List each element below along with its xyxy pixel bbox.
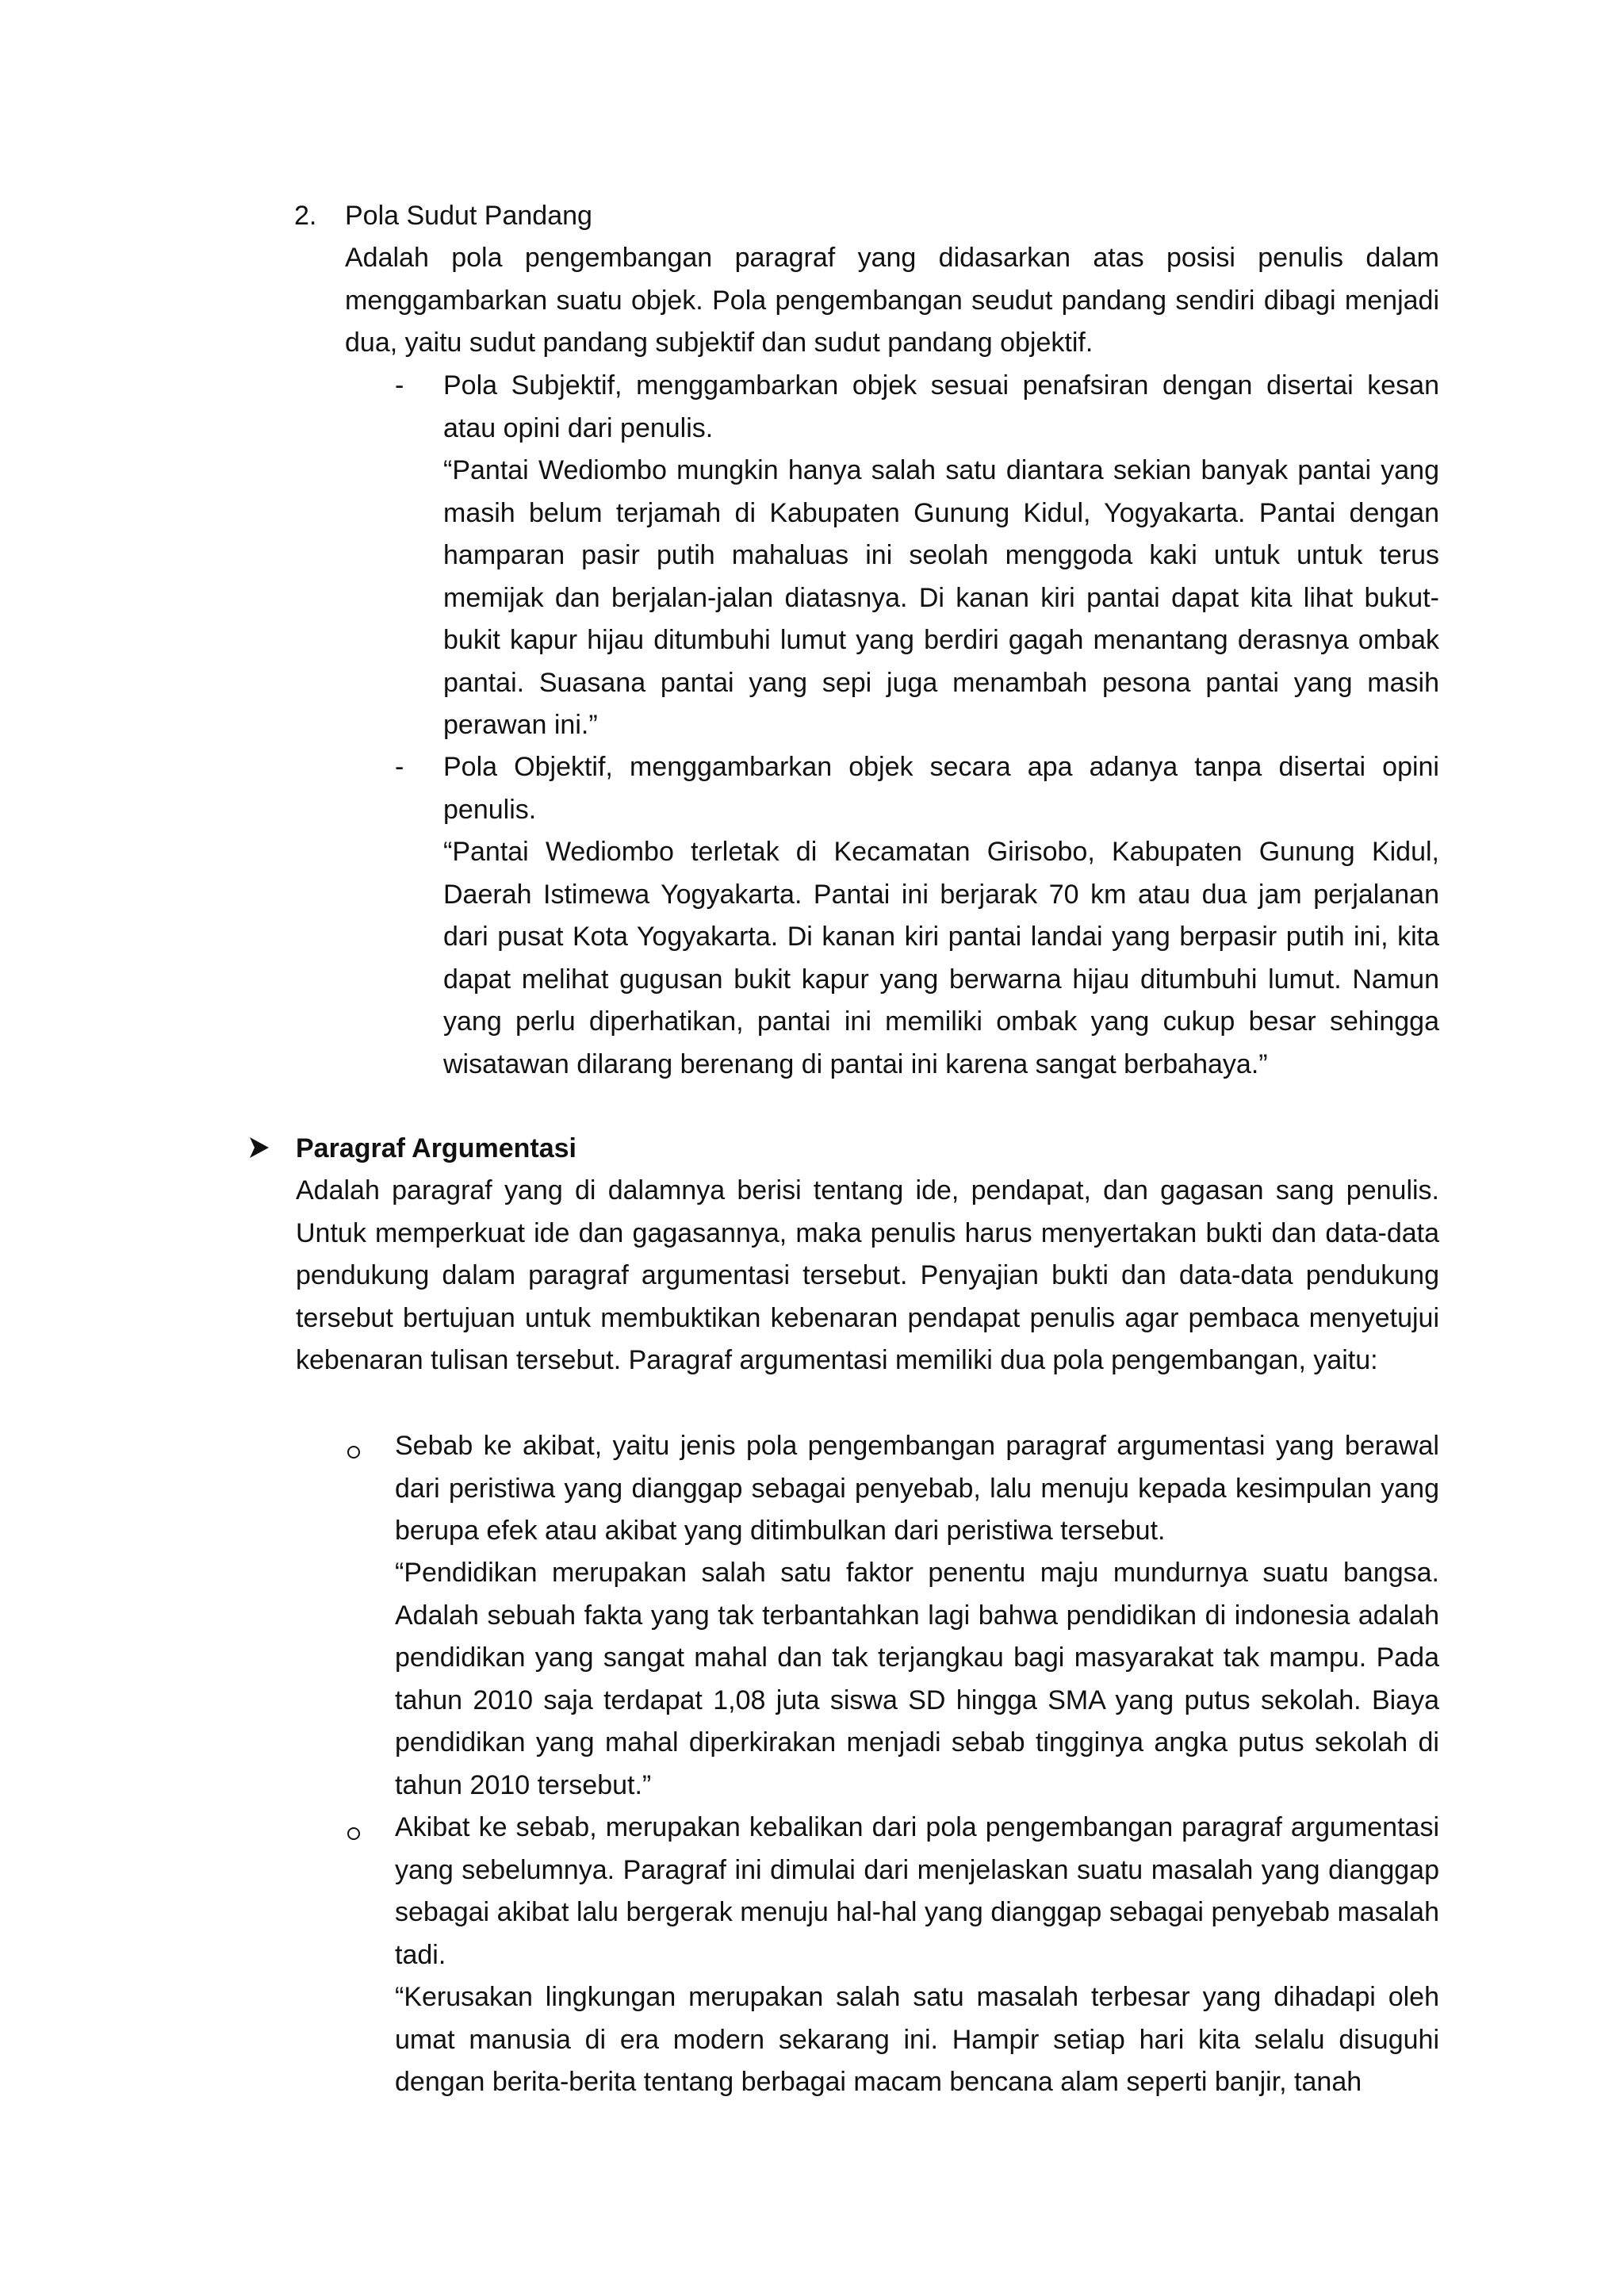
objective-example: “Pantai Wediombo terletak di Kecamatan Girisobo, Kabupaten Gunung Kidul, Daerah Istimewa Yogyakarta. Pantai ini berjarak 70 km atau dua jam perjalanan dari pusat Kota Yogyakarta. Di kanan kiri pantai landai yang berpasir putih ini, kita dapat melihat gugusan bukit kapur yang berwarna hijau ditumbuhi lumut. Namun yang perlu diperhatikan, pantai ini memiliki ombak yang cukup besar sehingga wisatawan dilarang berenang di pantai ini karena sangat berbahaya.”	[443, 837, 1439, 1079]
circle-bullet-icon	[347, 1827, 360, 1840]
akibat-sebab-definition: Akibat ke sebab, merupakan kebalikan dari pola pengembangan paragraf argumentasi yang sebelumnya. Paragraf ini dimulai dari menjelaskan suatu masalah yang dianggap sebagai akibat lalu bergerak menuju hal-hal yang dianggap sebagai penyebab masalah tadi.	[395, 1812, 1439, 1970]
subjective-example: “Pantai Wediombo mungkin hanya salah satu diantara sekian banyak pantai yang masih belum terjamah di Kabupaten Gunung Kidul, Yogyakarta. Pantai dengan hamparan pasir putih mahaluas ini seolah menggoda kaki untuk untuk terus memijak dan berjalan-jalan diatasnya. Di kanan kiri pantai dapat kita lihat bukut-bukit kapur hijau ditumbuhi lumut yang berdiri gagah menantang derasnya ombak pantai. Suasana pantai yang sepi juga menambah pesona pantai yang masih perawan ini.”	[443, 455, 1439, 740]
section-title: Pola Sudut Pandang	[345, 201, 592, 231]
argumentasi-intro: Adalah paragraf yang di dalamnya berisi tentang ide, pendapat, dan gagasan sang penulis. Untuk memperkuat ide dan gagasannya, maka penulis harus menyertakan bukti dan data-data pendukung dalam paragraf argumentasi tersebut. Penyajian bukti dan data-data pendukung tersebut bertujuan untuk membuktikan kebenaran pendapat penulis agar pembaca menyetujui kebenaran tulisan tersebut. Paragraf argumentasi memiliki dua pola pengembangan, yaitu:	[296, 1175, 1439, 1375]
dash-bullet: -	[395, 752, 404, 782]
circle-bullet-icon	[347, 1446, 360, 1458]
sebab-akibat-example: “Pendidikan merupakan salah satu faktor penentu maju mundurnya suatu bangsa. Adalah sebuah fakta yang tak terbantahkan lagi bahwa pendidikan di indonesia adalah pendidikan yang sangat mahal dan tak terjangkau bagi masyarakat tak mampu. Pada tahun 2010 saja terdapat 1,08 juta siswa SD hingga SMA yang putus sekolah. Biaya pendidikan yang mahal diperkirakan menjadi sebab tingginya angka putus sekolah di tahun 2010 tersebut.”	[395, 1558, 1439, 1800]
list-number: 2.	[294, 201, 317, 231]
dash-bullet: -	[395, 370, 404, 401]
arrow-bullet-icon	[248, 1136, 270, 1159]
akibat-sebab-example: “Kerusakan lingkungan merupakan salah satu masalah terbesar yang dihadapi oleh umat manusia di era modern sekarang ini. Hampir setiap hari kita selalu disuguhi dengan berita-berita tentang berbagai macam bencana alam seperti banjir, tanah	[395, 1982, 1439, 2097]
section-intro: Adalah pola pengembangan paragraf yang didasarkan atas posisi penulis dalam menggambarkan suatu objek. Pola pengembangan seudut pandang sendiri dibagi menjadi dua, yaitu sudut pandang subjektif dan sudut pandang objektif.	[345, 243, 1439, 358]
subjective-definition: Pola Subjektif, menggambarkan objek sesuai penafsiran dengan disertai kesan atau opini dari penulis.	[443, 370, 1439, 443]
objective-definition: Pola Objektif, menggambarkan objek secara apa adanya tanpa disertai opini penulis.	[443, 752, 1439, 825]
argumentasi-heading: Paragraf Argumentasi	[296, 1133, 576, 1163]
sebab-akibat-definition: Sebab ke akibat, yaitu jenis pola pengembangan paragraf argumentasi yang berawal dari peristiwa yang dianggap sebagai penyebab, lalu menuju kepada kesimpulan yang berupa efek atau akibat yang ditimbulkan dari peristiwa tersebut.	[395, 1431, 1439, 1546]
